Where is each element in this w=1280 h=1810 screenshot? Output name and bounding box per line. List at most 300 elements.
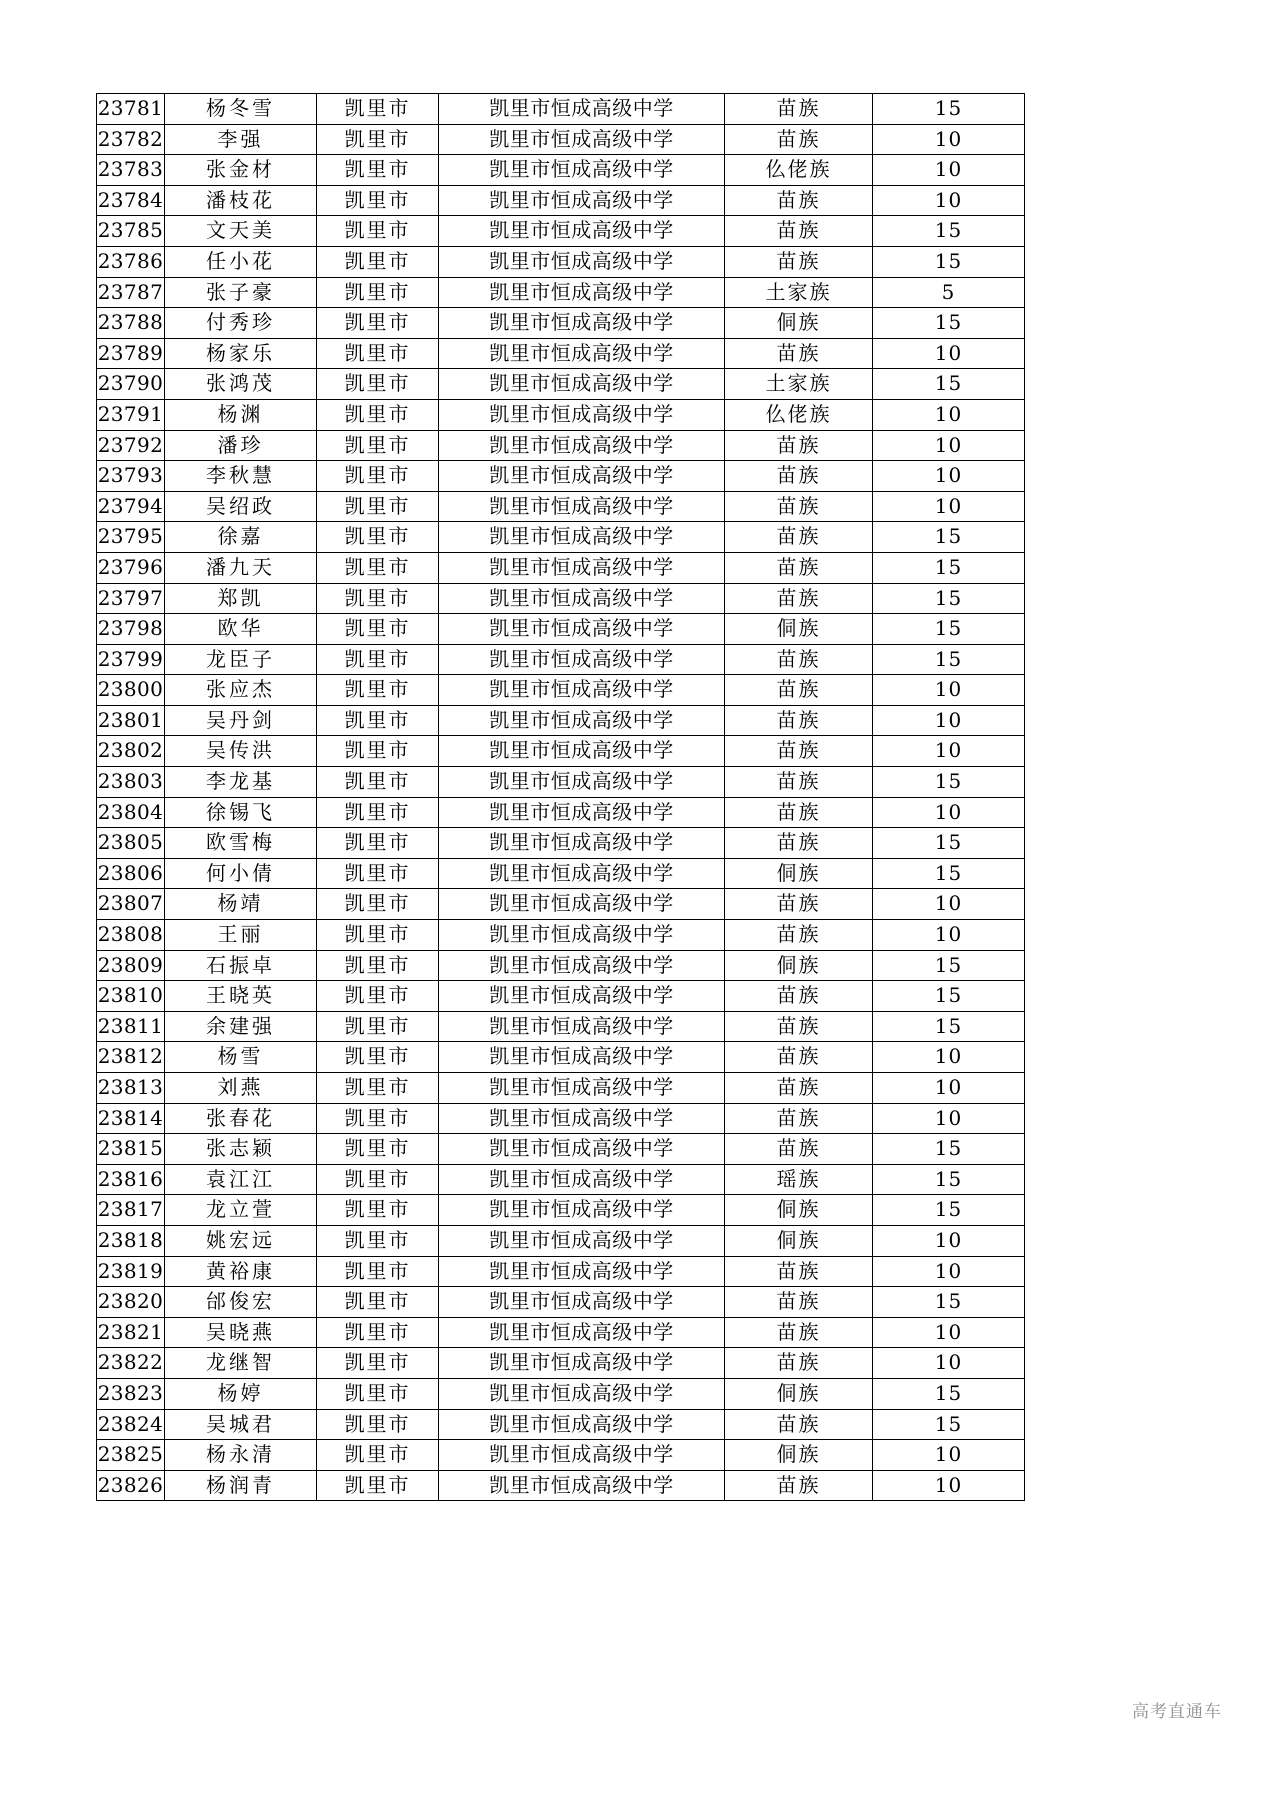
cell-school: 凯里市恒成高级中学: [439, 124, 725, 155]
cell-id: 23819: [97, 1256, 165, 1287]
cell-id: 23797: [97, 583, 165, 614]
cell-id: 23809: [97, 950, 165, 981]
cell-name: 杨婷: [165, 1378, 317, 1409]
cell-score: 15: [873, 583, 1025, 614]
cell-ethnicity: 苗族: [725, 1348, 873, 1379]
cell-name: 潘珍: [165, 430, 317, 461]
cell-ethnicity: 苗族: [725, 736, 873, 767]
cell-school: 凯里市恒成高级中学: [439, 1287, 725, 1318]
table-row: [97, 675, 1025, 706]
table-row: [97, 430, 1025, 461]
cell-school: 凯里市恒成高级中学: [439, 277, 725, 308]
cell-score: 15: [873, 644, 1025, 675]
cell-score: 10: [873, 675, 1025, 706]
cell-score: 15: [873, 1287, 1025, 1318]
cell-school: 凯里市恒成高级中学: [439, 675, 725, 706]
cell-ethnicity: 苗族: [725, 430, 873, 461]
cell-school: 凯里市恒成高级中学: [439, 185, 725, 216]
cell-school: 凯里市恒成高级中学: [439, 308, 725, 339]
watermark-label: 高考直通车: [1132, 1702, 1222, 1722]
table-row: [97, 1195, 1025, 1226]
cell-score: 15: [873, 1134, 1025, 1165]
cell-school: 凯里市恒成高级中学: [439, 1103, 725, 1134]
cell-city: 凯里市: [317, 185, 439, 216]
cell-id: 23822: [97, 1348, 165, 1379]
cell-score: 10: [873, 185, 1025, 216]
cell-ethnicity: 仫佬族: [725, 399, 873, 430]
cell-id: 23808: [97, 920, 165, 951]
cell-school: 凯里市恒成高级中学: [439, 644, 725, 675]
table-row: [97, 1470, 1025, 1501]
cell-name: 黄裕康: [165, 1256, 317, 1287]
table-row: [97, 461, 1025, 492]
table-row: [97, 889, 1025, 920]
cell-name: 吴传洪: [165, 736, 317, 767]
cell-score: 15: [873, 981, 1025, 1012]
cell-score: 10: [873, 1317, 1025, 1348]
table-row: [97, 1073, 1025, 1104]
cell-score: 10: [873, 1348, 1025, 1379]
cell-ethnicity: 苗族: [725, 644, 873, 675]
cell-city: 凯里市: [317, 1225, 439, 1256]
cell-name: 文天美: [165, 216, 317, 247]
table-row: [97, 1287, 1025, 1318]
cell-ethnicity: 苗族: [725, 705, 873, 736]
cell-ethnicity: 苗族: [725, 1287, 873, 1318]
cell-ethnicity: 苗族: [725, 1256, 873, 1287]
cell-ethnicity: 苗族: [725, 981, 873, 1012]
cell-name: 潘枝花: [165, 185, 317, 216]
cell-school: 凯里市恒成高级中学: [439, 583, 725, 614]
cell-school: 凯里市恒成高级中学: [439, 1225, 725, 1256]
cell-school: 凯里市恒成高级中学: [439, 1378, 725, 1409]
cell-ethnicity: 侗族: [725, 1195, 873, 1226]
cell-name: 付秀珍: [165, 308, 317, 339]
cell-score: 5: [873, 277, 1025, 308]
cell-city: 凯里市: [317, 369, 439, 400]
cell-score: 15: [873, 1195, 1025, 1226]
cell-score: 10: [873, 1073, 1025, 1104]
cell-score: 15: [873, 1164, 1025, 1195]
cell-id: 23793: [97, 461, 165, 492]
table-row: [97, 644, 1025, 675]
cell-ethnicity: 仫佬族: [725, 155, 873, 186]
cell-school: 凯里市恒成高级中学: [439, 1195, 725, 1226]
cell-ethnicity: 苗族: [725, 552, 873, 583]
cell-city: 凯里市: [317, 1470, 439, 1501]
cell-city: 凯里市: [317, 399, 439, 430]
cell-school: 凯里市恒成高级中学: [439, 1409, 725, 1440]
cell-ethnicity: 苗族: [725, 461, 873, 492]
table-row: [97, 1103, 1025, 1134]
cell-school: 凯里市恒成高级中学: [439, 920, 725, 951]
table-row: [97, 828, 1025, 859]
cell-name: 潘九天: [165, 552, 317, 583]
table-row: [97, 950, 1025, 981]
cell-city: 凯里市: [317, 94, 439, 125]
cell-ethnicity: 土家族: [725, 369, 873, 400]
cell-city: 凯里市: [317, 736, 439, 767]
cell-school: 凯里市恒成高级中学: [439, 705, 725, 736]
cell-school: 凯里市恒成高级中学: [439, 155, 725, 186]
cell-name: 杨润青: [165, 1470, 317, 1501]
cell-name: 徐锡飞: [165, 797, 317, 828]
cell-ethnicity: 苗族: [725, 828, 873, 859]
cell-school: 凯里市恒成高级中学: [439, 858, 725, 889]
cell-school: 凯里市恒成高级中学: [439, 1470, 725, 1501]
cell-ethnicity: 苗族: [725, 491, 873, 522]
cell-school: 凯里市恒成高级中学: [439, 950, 725, 981]
cell-score: 10: [873, 399, 1025, 430]
cell-city: 凯里市: [317, 461, 439, 492]
cell-id: 23790: [97, 369, 165, 400]
cell-city: 凯里市: [317, 644, 439, 675]
cell-school: 凯里市恒成高级中学: [439, 1011, 725, 1042]
table-row: [97, 522, 1025, 553]
cell-school: 凯里市恒成高级中学: [439, 614, 725, 645]
cell-name: 杨家乐: [165, 338, 317, 369]
cell-city: 凯里市: [317, 1134, 439, 1165]
cell-score: 15: [873, 858, 1025, 889]
cell-ethnicity: 苗族: [725, 124, 873, 155]
cell-city: 凯里市: [317, 1287, 439, 1318]
cell-school: 凯里市恒成高级中学: [439, 797, 725, 828]
table-row: [97, 1378, 1025, 1409]
cell-score: 10: [873, 1440, 1025, 1471]
cell-name: 李秋慧: [165, 461, 317, 492]
cell-school: 凯里市恒成高级中学: [439, 399, 725, 430]
cell-school: 凯里市恒成高级中学: [439, 94, 725, 125]
cell-ethnicity: 侗族: [725, 1378, 873, 1409]
cell-id: 23824: [97, 1409, 165, 1440]
cell-id: 23796: [97, 552, 165, 583]
cell-city: 凯里市: [317, 950, 439, 981]
candidate-roster-table-wrapper: [96, 93, 1024, 1501]
cell-id: 23784: [97, 185, 165, 216]
cell-city: 凯里市: [317, 1256, 439, 1287]
table-row: [97, 338, 1025, 369]
cell-score: 15: [873, 246, 1025, 277]
cell-school: 凯里市恒成高级中学: [439, 491, 725, 522]
candidate-roster-table: [96, 93, 1025, 1501]
cell-city: 凯里市: [317, 1409, 439, 1440]
cell-city: 凯里市: [317, 1011, 439, 1042]
cell-city: 凯里市: [317, 705, 439, 736]
cell-city: 凯里市: [317, 675, 439, 706]
cell-ethnicity: 苗族: [725, 1317, 873, 1348]
cell-ethnicity: 苗族: [725, 920, 873, 951]
cell-school: 凯里市恒成高级中学: [439, 246, 725, 277]
cell-name: 杨靖: [165, 889, 317, 920]
table-row: [97, 308, 1025, 339]
cell-ethnicity: 侗族: [725, 1225, 873, 1256]
cell-ethnicity: 土家族: [725, 277, 873, 308]
cell-name: 龙臣子: [165, 644, 317, 675]
cell-city: 凯里市: [317, 552, 439, 583]
cell-score: 10: [873, 338, 1025, 369]
cell-name: 何小倩: [165, 858, 317, 889]
cell-score: 10: [873, 1256, 1025, 1287]
table-row: [97, 94, 1025, 125]
cell-city: 凯里市: [317, 920, 439, 951]
table-row: [97, 858, 1025, 889]
cell-score: 15: [873, 94, 1025, 125]
cell-name: 吴城君: [165, 1409, 317, 1440]
table-row: [97, 797, 1025, 828]
cell-id: 23801: [97, 705, 165, 736]
cell-id: 23799: [97, 644, 165, 675]
cell-city: 凯里市: [317, 889, 439, 920]
cell-school: 凯里市恒成高级中学: [439, 522, 725, 553]
cell-score: 15: [873, 828, 1025, 859]
table-row: [97, 1011, 1025, 1042]
cell-id: 23783: [97, 155, 165, 186]
cell-score: 15: [873, 216, 1025, 247]
cell-id: 23805: [97, 828, 165, 859]
cell-name: 张志颖: [165, 1134, 317, 1165]
cell-name: 郑凯: [165, 583, 317, 614]
cell-name: 王丽: [165, 920, 317, 951]
cell-name: 徐嘉: [165, 522, 317, 553]
cell-id: 23821: [97, 1317, 165, 1348]
cell-school: 凯里市恒成高级中学: [439, 1164, 725, 1195]
table-row: [97, 583, 1025, 614]
cell-id: 23817: [97, 1195, 165, 1226]
cell-name: 杨永清: [165, 1440, 317, 1471]
cell-city: 凯里市: [317, 277, 439, 308]
cell-name: 张春花: [165, 1103, 317, 1134]
cell-id: 23815: [97, 1134, 165, 1165]
cell-score: 10: [873, 920, 1025, 951]
table-row: [97, 981, 1025, 1012]
cell-name: 李龙基: [165, 767, 317, 798]
cell-id: 23820: [97, 1287, 165, 1318]
cell-score: 10: [873, 705, 1025, 736]
cell-id: 23807: [97, 889, 165, 920]
cell-name: 吴丹剑: [165, 705, 317, 736]
cell-ethnicity: 苗族: [725, 1134, 873, 1165]
table-row: [97, 736, 1025, 767]
cell-school: 凯里市恒成高级中学: [439, 216, 725, 247]
cell-name: 杨雪: [165, 1042, 317, 1073]
cell-ethnicity: 苗族: [725, 522, 873, 553]
cell-school: 凯里市恒成高级中学: [439, 1317, 725, 1348]
cell-ethnicity: 苗族: [725, 1103, 873, 1134]
cell-school: 凯里市恒成高级中学: [439, 889, 725, 920]
cell-score: 15: [873, 369, 1025, 400]
cell-ethnicity: 苗族: [725, 583, 873, 614]
cell-name: 袁江江: [165, 1164, 317, 1195]
cell-school: 凯里市恒成高级中学: [439, 1134, 725, 1165]
cell-score: 15: [873, 1378, 1025, 1409]
cell-id: 23781: [97, 94, 165, 125]
cell-name: 王晓英: [165, 981, 317, 1012]
cell-ethnicity: 苗族: [725, 216, 873, 247]
cell-score: 15: [873, 308, 1025, 339]
cell-id: 23795: [97, 522, 165, 553]
cell-id: 23788: [97, 308, 165, 339]
table-row: [97, 1164, 1025, 1195]
cell-city: 凯里市: [317, 155, 439, 186]
cell-city: 凯里市: [317, 1348, 439, 1379]
cell-score: 10: [873, 430, 1025, 461]
cell-ethnicity: 苗族: [725, 797, 873, 828]
cell-score: 10: [873, 1470, 1025, 1501]
cell-name: 邰俊宏: [165, 1287, 317, 1318]
cell-city: 凯里市: [317, 1195, 439, 1226]
cell-id: 23816: [97, 1164, 165, 1195]
cell-school: 凯里市恒成高级中学: [439, 767, 725, 798]
cell-id: 23826: [97, 1470, 165, 1501]
table-row: [97, 369, 1025, 400]
cell-name: 张子豪: [165, 277, 317, 308]
cell-ethnicity: 苗族: [725, 1011, 873, 1042]
cell-score: 10: [873, 1225, 1025, 1256]
cell-score: 10: [873, 1042, 1025, 1073]
cell-ethnicity: 瑶族: [725, 1164, 873, 1195]
cell-score: 15: [873, 522, 1025, 553]
cell-id: 23791: [97, 399, 165, 430]
cell-city: 凯里市: [317, 308, 439, 339]
cell-ethnicity: 苗族: [725, 889, 873, 920]
cell-city: 凯里市: [317, 981, 439, 1012]
cell-id: 23806: [97, 858, 165, 889]
table-row: [97, 246, 1025, 277]
cell-name: 吴绍政: [165, 491, 317, 522]
cell-city: 凯里市: [317, 216, 439, 247]
cell-id: 23787: [97, 277, 165, 308]
cell-name: 杨冬雪: [165, 94, 317, 125]
cell-city: 凯里市: [317, 797, 439, 828]
cell-name: 石振卓: [165, 950, 317, 981]
cell-id: 23789: [97, 338, 165, 369]
table-row: [97, 552, 1025, 583]
cell-ethnicity: 苗族: [725, 94, 873, 125]
cell-id: 23813: [97, 1073, 165, 1104]
cell-ethnicity: 侗族: [725, 858, 873, 889]
cell-ethnicity: 苗族: [725, 246, 873, 277]
cell-school: 凯里市恒成高级中学: [439, 1073, 725, 1104]
cell-id: 23811: [97, 1011, 165, 1042]
cell-city: 凯里市: [317, 1317, 439, 1348]
cell-id: 23802: [97, 736, 165, 767]
cell-name: 余建强: [165, 1011, 317, 1042]
cell-name: 李强: [165, 124, 317, 155]
cell-score: 15: [873, 1409, 1025, 1440]
table-row: [97, 1440, 1025, 1471]
cell-city: 凯里市: [317, 828, 439, 859]
cell-city: 凯里市: [317, 522, 439, 553]
table-row: [97, 1317, 1025, 1348]
cell-city: 凯里市: [317, 124, 439, 155]
cell-score: 10: [873, 491, 1025, 522]
cell-city: 凯里市: [317, 491, 439, 522]
cell-name: 龙立萱: [165, 1195, 317, 1226]
table-row: [97, 705, 1025, 736]
cell-id: 23794: [97, 491, 165, 522]
table-row: [97, 920, 1025, 951]
cell-name: 张鸿茂: [165, 369, 317, 400]
cell-ethnicity: 苗族: [725, 1470, 873, 1501]
cell-city: 凯里市: [317, 1103, 439, 1134]
cell-ethnicity: 苗族: [725, 1409, 873, 1440]
cell-school: 凯里市恒成高级中学: [439, 981, 725, 1012]
cell-score: 15: [873, 950, 1025, 981]
cell-score: 10: [873, 889, 1025, 920]
cell-id: 23798: [97, 614, 165, 645]
cell-school: 凯里市恒成高级中学: [439, 1042, 725, 1073]
cell-name: 张应杰: [165, 675, 317, 706]
cell-city: 凯里市: [317, 858, 439, 889]
table-row: [97, 1409, 1025, 1440]
cell-score: 15: [873, 767, 1025, 798]
cell-id: 23814: [97, 1103, 165, 1134]
cell-name: 姚宏远: [165, 1225, 317, 1256]
cell-city: 凯里市: [317, 1440, 439, 1471]
cell-id: 23804: [97, 797, 165, 828]
cell-ethnicity: 侗族: [725, 950, 873, 981]
cell-school: 凯里市恒成高级中学: [439, 369, 725, 400]
table-row: [97, 216, 1025, 247]
table-row: [97, 124, 1025, 155]
cell-score: 10: [873, 461, 1025, 492]
cell-city: 凯里市: [317, 430, 439, 461]
cell-name: 杨渊: [165, 399, 317, 430]
cell-score: 10: [873, 1103, 1025, 1134]
cell-score: 15: [873, 552, 1025, 583]
cell-name: 张金材: [165, 155, 317, 186]
cell-id: 23810: [97, 981, 165, 1012]
cell-name: 吴晓燕: [165, 1317, 317, 1348]
cell-city: 凯里市: [317, 1164, 439, 1195]
cell-name: 任小花: [165, 246, 317, 277]
cell-school: 凯里市恒成高级中学: [439, 828, 725, 859]
table-row: [97, 277, 1025, 308]
cell-id: 23792: [97, 430, 165, 461]
cell-school: 凯里市恒成高级中学: [439, 1440, 725, 1471]
cell-score: 15: [873, 614, 1025, 645]
table-row: [97, 1348, 1025, 1379]
cell-ethnicity: 苗族: [725, 1042, 873, 1073]
cell-school: 凯里市恒成高级中学: [439, 736, 725, 767]
cell-score: 10: [873, 124, 1025, 155]
cell-ethnicity: 侗族: [725, 308, 873, 339]
cell-id: 23803: [97, 767, 165, 798]
cell-id: 23800: [97, 675, 165, 706]
cell-city: 凯里市: [317, 246, 439, 277]
table-row: [97, 1256, 1025, 1287]
cell-city: 凯里市: [317, 1042, 439, 1073]
table-row: [97, 491, 1025, 522]
cell-school: 凯里市恒成高级中学: [439, 1256, 725, 1287]
cell-school: 凯里市恒成高级中学: [439, 552, 725, 583]
cell-id: 23823: [97, 1378, 165, 1409]
cell-ethnicity: 苗族: [725, 185, 873, 216]
cell-ethnicity: 侗族: [725, 1440, 873, 1471]
table-row: [97, 1042, 1025, 1073]
cell-id: 23785: [97, 216, 165, 247]
cell-score: 10: [873, 155, 1025, 186]
cell-name: 欧华: [165, 614, 317, 645]
cell-city: 凯里市: [317, 1378, 439, 1409]
cell-school: 凯里市恒成高级中学: [439, 1348, 725, 1379]
table-row: [97, 1134, 1025, 1165]
cell-name: 欧雪梅: [165, 828, 317, 859]
cell-id: 23782: [97, 124, 165, 155]
candidate-roster-body: [97, 94, 1025, 1501]
cell-ethnicity: 苗族: [725, 675, 873, 706]
cell-school: 凯里市恒成高级中学: [439, 461, 725, 492]
